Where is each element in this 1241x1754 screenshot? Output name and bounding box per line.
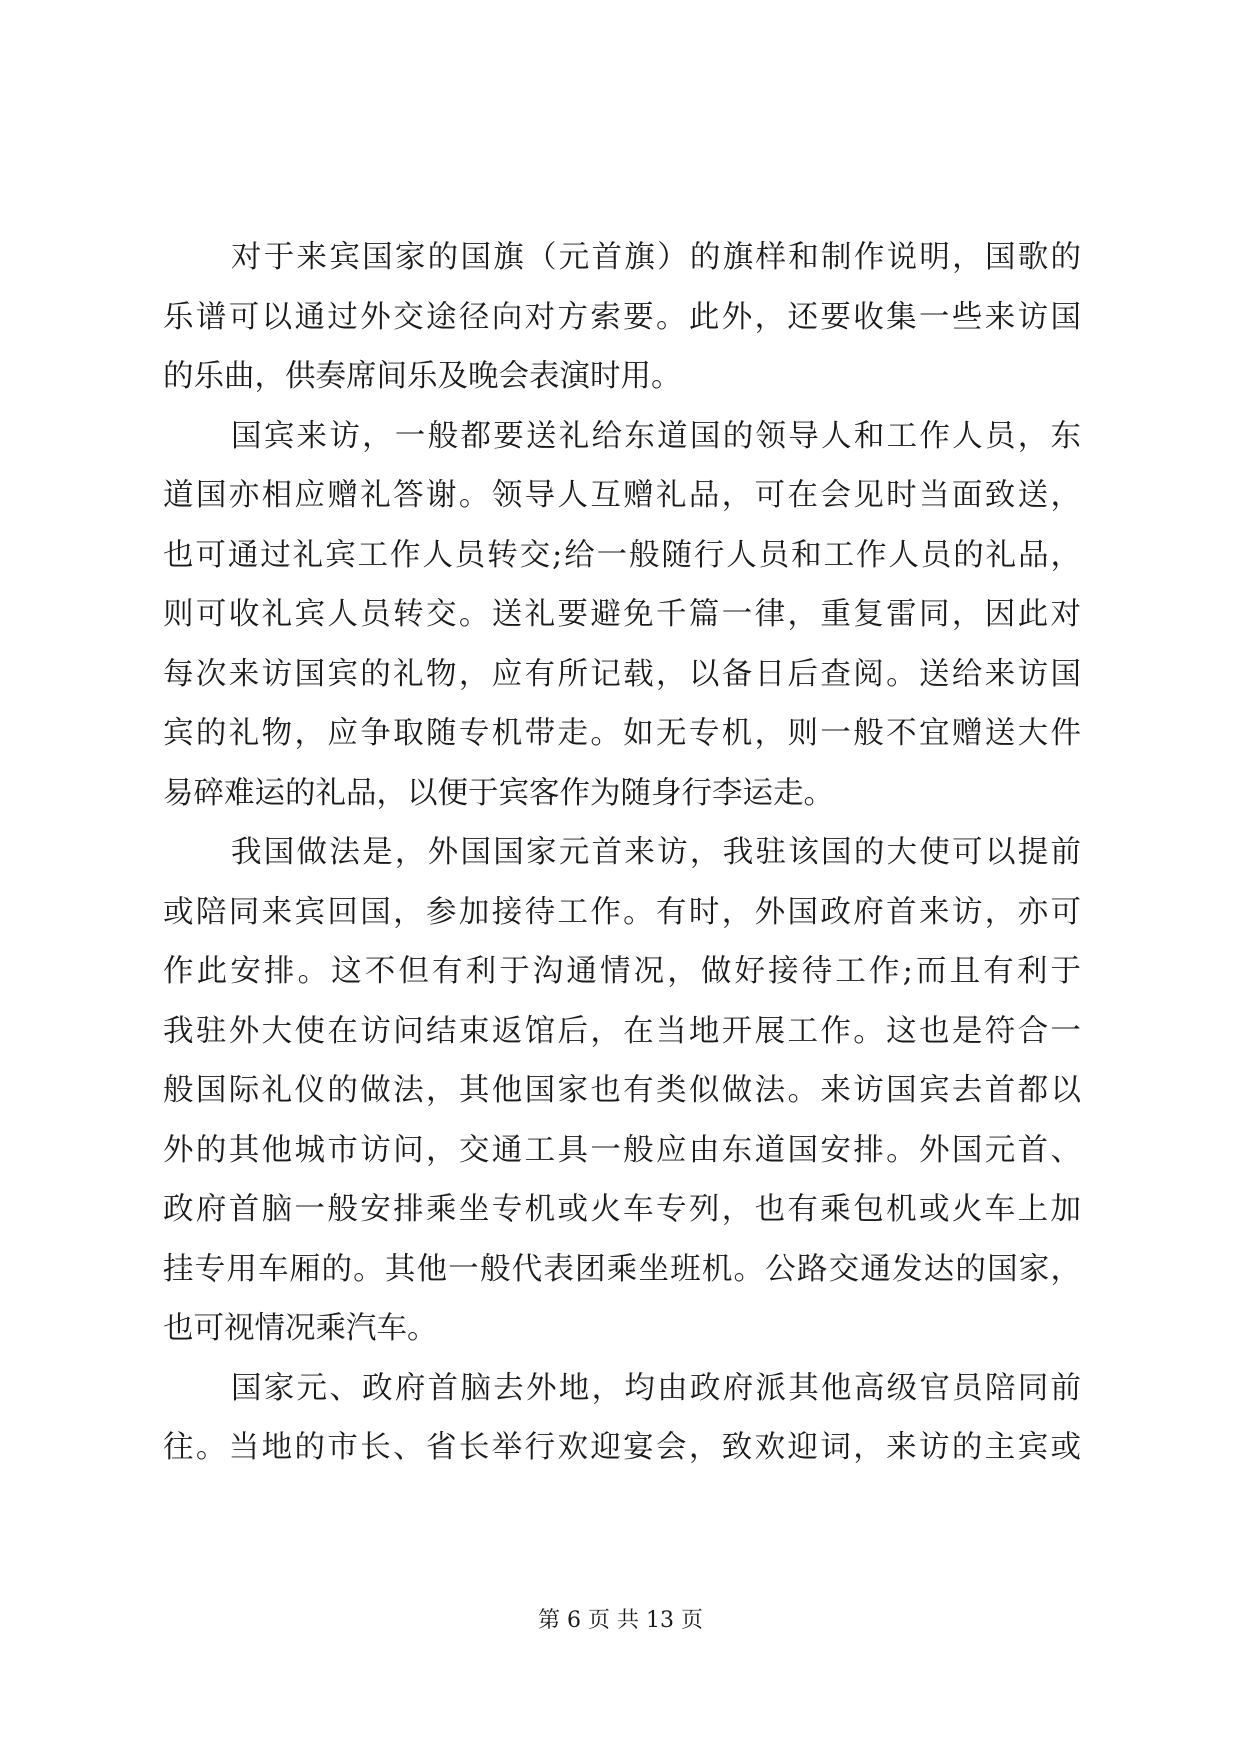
text-line: 易碎难运的礼品，以便于宾客作为随身行李运走。 bbox=[163, 775, 834, 811]
text-line: 道国亦相应赠礼答谢。领导人互赠礼品，可在会见时当面致送， bbox=[163, 478, 1081, 513]
text-line: 外的其他城市访问，交通工具一般应由东道国安排。外国元首、 bbox=[163, 1132, 1081, 1168]
text-line: 乐谱可以通过外交途径向对方索要。此外，还要收集一些来访国 bbox=[163, 299, 1081, 335]
text-line: 般国际礼仪的做法，其他国家也有类似做法。来访国宾去首都以 bbox=[163, 1073, 1081, 1108]
text-line: 挂专用车厢的。其他一般代表团乘坐班机。公路交通发达的国家， bbox=[163, 1251, 1081, 1287]
text-line: 国家元、政府首脑去外地，均由政府派其他高级官员陪同前 bbox=[231, 1370, 1081, 1406]
text-line: 往。当地的市长、省长举行欢迎宴会，致欢迎词，来访的主宾或 bbox=[163, 1430, 1081, 1465]
text-line: 国宾来访，一般都要送礼给东道国的领导人和工作人员，东 bbox=[231, 418, 1081, 454]
page-footer bbox=[0, 1606, 1241, 1636]
text-line: 或陪同来宾回国，参加接待工作。有时，外国政府首来访，亦可 bbox=[163, 894, 1081, 930]
text-line: 也可通过礼宾工作人员转交;给一般随行人员和工作人员的礼品， bbox=[163, 537, 1081, 573]
text-line: 的乐曲，供奏席间乐及晚会表演时用。 bbox=[163, 359, 682, 394]
text-line: 则可收礼宾人员转交。送礼要避免千篇一律，重复雷同，因此对 bbox=[163, 597, 1081, 632]
document-body bbox=[163, 228, 1081, 1478]
text-line: 对于来宾国家的国旗（元首旗）的旗样和制作说明，国歌的 bbox=[231, 240, 1081, 275]
text-line: 我驻外大使在访问结束返馆后，在当地开展工作。这也是符合一 bbox=[163, 1013, 1081, 1049]
text-line: 我国做法是，外国国家元首来访，我驻该国的大使可以提前 bbox=[231, 835, 1081, 870]
page-number: 第 6 页 共 13 页 bbox=[538, 1608, 703, 1633]
text-line: 宾的礼物，应争取随专机带走。如无专机，则一般不宜赠送大件 bbox=[163, 716, 1081, 751]
text-line: 每次来访国宾的礼物，应有所记载，以备日后查阅。送给来访国 bbox=[163, 656, 1081, 692]
text-line: 作此安排。这不但有利于沟通情况，做好接待工作;而且有利于 bbox=[163, 954, 1081, 989]
text-line: 也可视情况乘汽车。 bbox=[163, 1311, 438, 1346]
text-line: 政府首脑一般安排乘坐专机或火车专列，也有乘包机或火车上加 bbox=[163, 1192, 1081, 1227]
